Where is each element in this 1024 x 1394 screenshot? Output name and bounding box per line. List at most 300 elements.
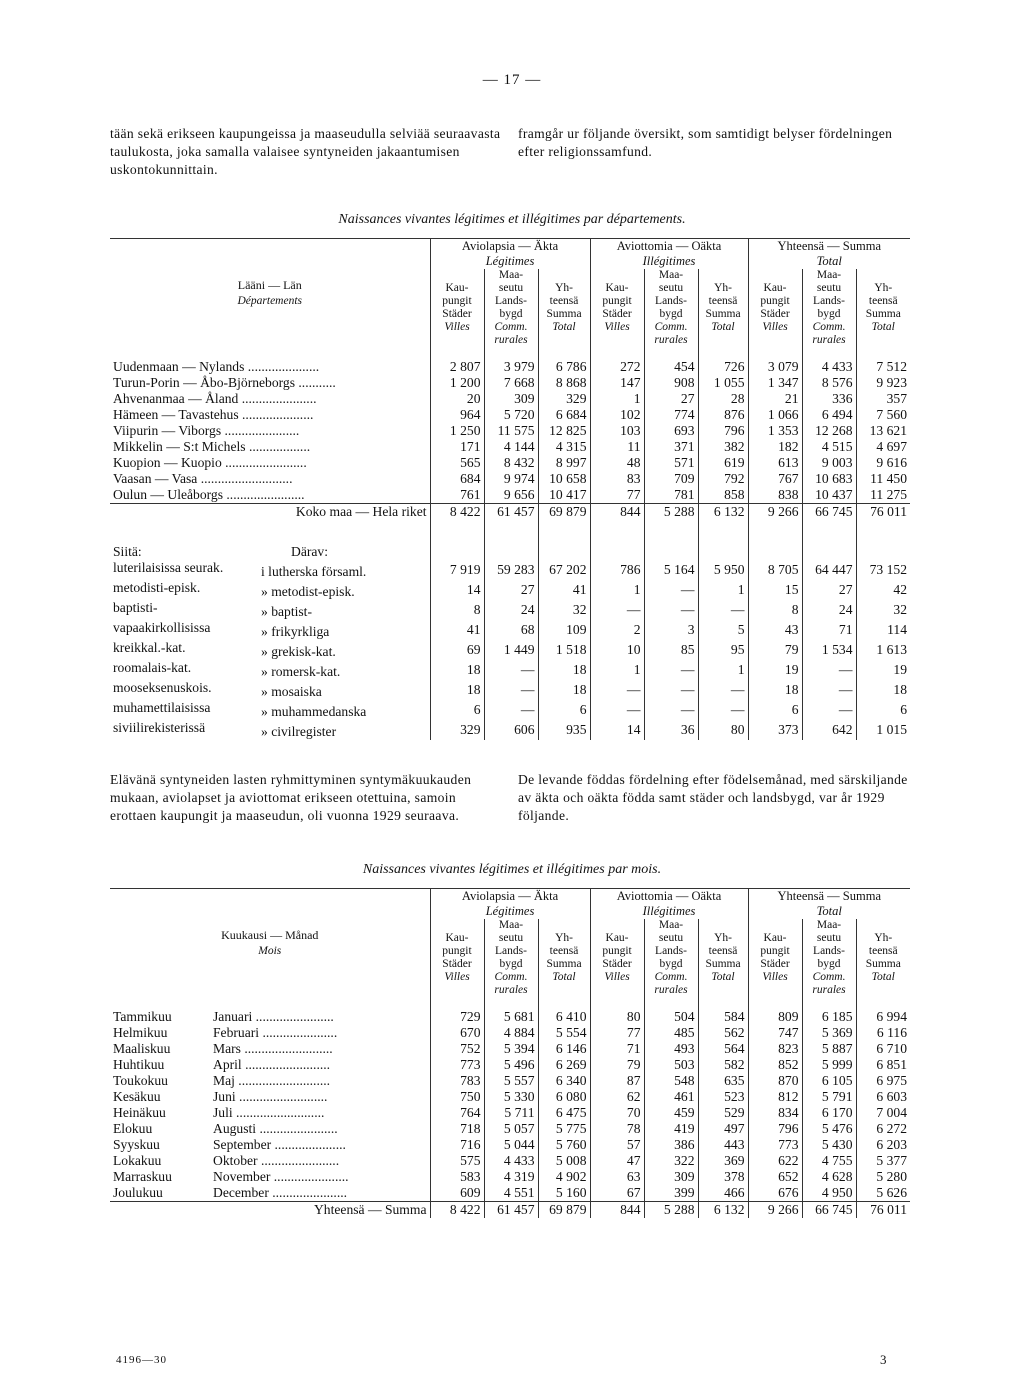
value-cell: 5 496: [484, 1057, 538, 1073]
religion-sv: » muhammedanska: [261, 704, 367, 719]
value-cell: 32: [538, 600, 590, 620]
value-cell: 63: [590, 1169, 644, 1185]
month-sv: September .....................: [213, 1137, 346, 1152]
value-cell: 19: [748, 660, 802, 680]
month-fi: Marraskuu: [113, 1169, 172, 1184]
value-cell: 6 146: [538, 1041, 590, 1057]
spacer-cell: [110, 347, 430, 359]
spacer-row: [110, 347, 910, 359]
value-cell: 18: [748, 680, 802, 700]
table-row: [110, 1169, 910, 1185]
value-cell: 5 160: [538, 1185, 590, 1202]
col-rural-header: [644, 269, 698, 347]
col-sum-header: [856, 919, 910, 997]
value-cell: 24: [484, 600, 538, 620]
header-line: Summa: [546, 958, 582, 970]
value-cell: 1: [698, 660, 748, 680]
intro2-paragraph-fi: Elävänä syntyneiden lasten ryhmittyminen syntymäkuukauden mukaan, aviolapset ja aviottomat erikseen otettuina, samoin erottaen kaupungit ja maaseudun, oli vuonna 1929 seuraava.: [110, 772, 472, 823]
of-which-sv: Därav:: [291, 544, 328, 559]
value-cell: 14: [430, 580, 484, 600]
value-cell: 6 710: [876, 1041, 908, 1056]
religion-fi: luterilaisissa seurak.: [113, 560, 224, 575]
value-cell: 8: [748, 600, 802, 620]
header-line: Summa: [705, 958, 741, 970]
value-cell: 935: [538, 720, 590, 740]
value-cell: 609: [430, 1185, 484, 1202]
value-cell: 14: [590, 720, 644, 740]
intro-paragraph-sv: framgår ur följande översikt, som samtidigt belyser fördelningen efter religionssamfund.: [518, 126, 893, 159]
col-city-header: [430, 269, 484, 347]
header-line: Kau-: [445, 932, 469, 944]
value-cell: 5 557: [484, 1073, 538, 1089]
value-cell: 10: [590, 640, 644, 660]
header-line: Villes: [444, 321, 470, 333]
value-cell: 6 269: [538, 1057, 590, 1073]
value-cell: 834: [748, 1105, 802, 1121]
spacer-cell: [110, 997, 430, 1009]
value-cell: 10 683: [802, 471, 856, 487]
header-line: bygd: [659, 958, 683, 970]
spacer-cell: [590, 997, 644, 1009]
religion-fi: vapaakirkollisissa: [113, 620, 211, 635]
value-cell: 386: [644, 1137, 698, 1153]
religion-fi: muhamettilaisissa: [113, 700, 211, 715]
value-cell: 908: [644, 375, 698, 391]
header-line: Maa-: [498, 269, 524, 281]
month-label: [110, 1041, 430, 1057]
header-line: Kau-: [763, 282, 787, 294]
spacer-cell: [856, 520, 910, 560]
spacer-cell: [430, 520, 484, 560]
spacer-cell: [644, 347, 698, 359]
value-cell: 6 975: [876, 1073, 908, 1088]
value-cell: 6 272: [876, 1121, 908, 1136]
value-cell: 10 658: [538, 471, 590, 487]
value-cell: 459: [644, 1105, 698, 1121]
header-line: Comm.: [494, 971, 528, 983]
value-cell: 796: [698, 423, 748, 439]
value-cell: 6: [430, 700, 484, 720]
spacer-cell: [590, 347, 644, 359]
religion-sv: i lutherska församl.: [261, 564, 367, 579]
value-cell: 87: [590, 1073, 644, 1089]
value-cell: 443: [698, 1137, 748, 1153]
value-cell: 6 132: [698, 1202, 748, 1219]
value-cell: 564: [698, 1041, 748, 1057]
header-line: Total: [552, 321, 576, 333]
value-cell: 6 105: [802, 1073, 856, 1089]
month-label: [110, 1137, 430, 1153]
table-row: [110, 471, 910, 487]
header-line: pungit: [442, 295, 472, 307]
value-cell: 78: [590, 1121, 644, 1137]
month-sv: Mars ..........................: [213, 1041, 333, 1056]
value-cell: 652: [748, 1169, 802, 1185]
value-cell: 171: [430, 439, 484, 455]
stub-fi: Lääni — Län: [237, 278, 302, 292]
spacer-cell: [484, 997, 538, 1009]
value-cell: 67 202: [538, 560, 590, 580]
value-cell: —: [802, 700, 856, 720]
value-cell: 6: [900, 702, 908, 717]
religion-fi: metodisti-episk.: [113, 580, 201, 595]
header-line: bygd: [817, 308, 841, 320]
header-line: Total: [711, 971, 735, 983]
value-cell: 4 628: [802, 1169, 856, 1185]
table-row: [110, 1089, 910, 1105]
value-cell: 8: [430, 600, 484, 620]
value-cell: 1 613: [876, 642, 908, 657]
department-label: Mikkelin — S:t Michels ..................: [110, 439, 430, 455]
religion-sv: » baptist-: [261, 604, 312, 619]
table-row: [110, 407, 910, 423]
header-line: pungit: [602, 945, 632, 957]
value-cell: 5 681: [484, 1009, 538, 1025]
value-cell: 571: [644, 455, 698, 471]
header-line: pungit: [442, 945, 472, 957]
value-cell: —: [590, 700, 644, 720]
month-fi: Joulukuu: [113, 1185, 163, 1200]
value-cell: 71: [802, 620, 856, 640]
header-line: rurales: [654, 334, 688, 346]
total-row: [110, 1202, 910, 1219]
value-cell: 1 066: [748, 407, 802, 423]
value-cell: —: [644, 600, 698, 620]
value-cell: 1 534: [802, 640, 856, 660]
value-cell: 182: [748, 439, 802, 455]
value-cell: 548: [644, 1073, 698, 1089]
value-cell: 18: [893, 682, 908, 697]
spacer-cell: [748, 520, 802, 560]
header-line: Comm.: [494, 321, 528, 333]
value-cell: 11 275: [870, 487, 908, 502]
month-sv: April .........................: [213, 1057, 331, 1072]
religion-sv: » frikyrkliga: [261, 624, 330, 639]
value-cell: 9 656: [484, 487, 538, 504]
value-cell: 783: [430, 1073, 484, 1089]
total-row: [110, 504, 910, 521]
month-label: [110, 1153, 430, 1169]
value-cell: 1 347: [748, 375, 802, 391]
table-row: [110, 580, 910, 600]
value-cell: 565: [430, 455, 484, 471]
table-row: [110, 600, 910, 620]
value-cell: 1 518: [538, 640, 590, 660]
header-line: rurales: [494, 334, 528, 346]
value-cell: 61 457: [484, 504, 538, 521]
value-cell: 20: [430, 391, 484, 407]
value-cell: —: [802, 680, 856, 700]
value-cell: 47: [590, 1153, 644, 1169]
value-cell: 4 755: [802, 1153, 856, 1169]
header-line: rurales: [654, 984, 688, 996]
religion-fi: roomalais-kat.: [113, 660, 192, 675]
header-line: Summa: [865, 308, 901, 320]
header-line: teensä: [549, 945, 579, 957]
month-fi: Tammikuu: [113, 1009, 172, 1024]
header-line: bygd: [499, 308, 523, 320]
header-total: Yhteensä — Summa Total: [748, 889, 910, 920]
header-line: Yh-: [555, 932, 573, 944]
header-total: Yhteensä — Summa Total: [748, 239, 910, 270]
value-cell: 7 668: [484, 375, 538, 391]
table-row: [110, 1073, 910, 1089]
header-line: Villes: [762, 321, 788, 333]
spacer-cell: [538, 997, 590, 1009]
header-line: Maa-: [658, 269, 684, 281]
header-line: rurales: [494, 984, 528, 996]
department-label: Vaasan — Vasa ...........................: [110, 471, 430, 487]
value-cell: 6 170: [802, 1105, 856, 1121]
value-cell: 8 997: [538, 455, 590, 471]
value-cell: 6 132: [698, 504, 748, 521]
month-label: [110, 1121, 430, 1137]
header-line: seutu: [498, 932, 524, 944]
value-cell: 1: [590, 660, 644, 680]
value-cell: 76 011: [856, 1202, 910, 1219]
header-line: seutu: [498, 282, 524, 294]
header-line: pungit: [760, 945, 790, 957]
value-cell: 5 887: [802, 1041, 856, 1057]
value-cell: 147: [590, 375, 644, 391]
month-sv: Juli ..........................: [213, 1105, 325, 1120]
value-cell: 336: [802, 391, 856, 407]
value-cell: 613: [748, 455, 802, 471]
value-cell: 272: [590, 359, 644, 375]
header-line: Städer: [760, 958, 790, 970]
religion-label: [110, 720, 430, 740]
table2-caption: Naissances vivantes légitimes et illégitimes par mois.: [362, 862, 662, 877]
month-sv: Januari .......................: [213, 1009, 334, 1024]
month-fi: Toukokuu: [113, 1073, 168, 1088]
value-cell: 73 152: [869, 562, 908, 577]
header-line: teensä: [708, 295, 738, 307]
header-illegitimate: Aviottomia — Oäkta Illégitimes: [590, 239, 748, 270]
value-cell: 357: [886, 391, 908, 406]
header-line: Maa-: [498, 919, 524, 931]
month-sv: Juni ..........................: [213, 1089, 328, 1104]
value-cell: 59 283: [484, 560, 538, 580]
col-city-header: [590, 269, 644, 347]
value-cell: 4 697: [876, 439, 908, 454]
spacer-cell: [484, 347, 538, 359]
table-row: [110, 1153, 910, 1169]
value-cell: 504: [644, 1009, 698, 1025]
value-cell: 18: [538, 680, 590, 700]
table-row: [110, 1105, 910, 1121]
value-cell: 95: [698, 640, 748, 660]
value-cell: —: [484, 700, 538, 720]
value-cell: 66 745: [802, 1202, 856, 1219]
header-line: seutu: [816, 932, 842, 944]
value-cell: 5 394: [484, 1041, 538, 1057]
value-cell: 466: [698, 1185, 748, 1202]
value-cell: 322: [644, 1153, 698, 1169]
header-line: Comm.: [812, 321, 846, 333]
religion-label: [110, 560, 430, 580]
value-cell: 18: [430, 660, 484, 680]
value-cell: 68: [484, 620, 538, 640]
header-line: Villes: [604, 971, 630, 983]
stub-fr: Départements: [237, 295, 302, 307]
table-row: [110, 1025, 910, 1041]
value-cell: 582: [698, 1057, 748, 1073]
religion-label: [110, 680, 430, 700]
value-cell: 503: [644, 1057, 698, 1073]
value-cell: 781: [644, 487, 698, 504]
header-line: Kau-: [763, 932, 787, 944]
value-cell: 41: [538, 580, 590, 600]
value-cell: 774: [644, 407, 698, 423]
header-line: Total: [711, 321, 735, 333]
spacer-cell: [802, 347, 856, 359]
value-cell: 4 950: [802, 1185, 856, 1202]
value-cell: 529: [698, 1105, 748, 1121]
header-legitimate: Aviolapsia — Äkta Légitimes: [430, 889, 590, 920]
spacer-cell: [590, 520, 644, 560]
value-cell: 964: [430, 407, 484, 423]
value-cell: 2: [590, 620, 644, 640]
value-cell: 8 868: [538, 375, 590, 391]
value-cell: 12 268: [802, 423, 856, 439]
value-cell: 19: [893, 662, 908, 677]
value-cell: 5 476: [802, 1121, 856, 1137]
header-line: Städer: [760, 308, 790, 320]
value-cell: 3 079: [748, 359, 802, 375]
value-cell: 792: [698, 471, 748, 487]
value-cell: 726: [698, 359, 748, 375]
value-cell: 1 055: [698, 375, 748, 391]
value-cell: 6 340: [538, 1073, 590, 1089]
header-line: Städer: [442, 958, 472, 970]
value-cell: 676: [748, 1185, 802, 1202]
value-cell: —: [484, 680, 538, 700]
value-cell: 1: [698, 580, 748, 600]
value-cell: 70: [590, 1105, 644, 1121]
value-cell: 684: [430, 471, 484, 487]
value-cell: 1: [590, 580, 644, 600]
value-cell: 6 603: [876, 1089, 908, 1104]
header-line: Kau-: [605, 282, 629, 294]
spacer-cell: [430, 997, 484, 1009]
month-label: [110, 1169, 430, 1185]
table-row: [110, 455, 910, 471]
header-line: bygd: [499, 958, 523, 970]
intro-paragraph-fi: tään sekä erikseen kaupungeissa ja maaseudulla selviää seuraavasta taulukosta, joka samalla valaisee syntyneiden jakaantumisen uskontokunnittain.: [110, 126, 501, 177]
religion-label: [110, 620, 430, 640]
value-cell: 716: [430, 1137, 484, 1153]
value-cell: 6 851: [876, 1057, 908, 1072]
department-label: Viipurin — Viborgs ......................: [110, 423, 430, 439]
header-line: Städer: [602, 308, 632, 320]
month-sv: Oktober .......................: [213, 1153, 340, 1168]
value-cell: 5 775: [538, 1121, 590, 1137]
month-fi: Huhtikuu: [113, 1057, 165, 1072]
value-cell: 5 999: [802, 1057, 856, 1073]
col-rural-header: [802, 919, 856, 997]
col-rural-header: [644, 919, 698, 997]
value-cell: 10 437: [802, 487, 856, 504]
value-cell: 9 003: [802, 455, 856, 471]
value-cell: 4 515: [802, 439, 856, 455]
page-number: — 17 —: [482, 72, 542, 88]
table1-caption: Naissances vivantes légitimes et illégitimes par départements.: [338, 212, 686, 227]
value-cell: 27: [802, 580, 856, 600]
value-cell: 21: [748, 391, 802, 407]
of-which-row: [110, 520, 910, 560]
col-rural-header: [484, 919, 538, 997]
value-cell: 309: [644, 1169, 698, 1185]
header-line: Lands-: [655, 295, 687, 307]
value-cell: 83: [590, 471, 644, 487]
value-cell: 79: [748, 640, 802, 660]
value-cell: —: [644, 700, 698, 720]
header-line: Total: [871, 971, 895, 983]
value-cell: 11 575: [484, 423, 538, 439]
header-line: teensä: [868, 945, 898, 957]
value-cell: 61 457: [484, 1202, 538, 1219]
value-cell: 57: [590, 1137, 644, 1153]
month-fi: Syyskuu: [113, 1137, 160, 1152]
spacer-cell: [484, 520, 538, 560]
value-cell: 43: [748, 620, 802, 640]
header-line: Lands-: [495, 945, 527, 957]
value-cell: 7 919: [430, 560, 484, 580]
value-cell: 5 377: [876, 1153, 908, 1168]
value-cell: 5 330: [484, 1089, 538, 1105]
value-cell: 9 923: [876, 375, 908, 390]
header-line: pungit: [760, 295, 790, 307]
value-cell: 42: [893, 582, 908, 597]
table-row: [110, 720, 910, 740]
value-cell: 309: [484, 391, 538, 407]
value-cell: 461: [644, 1089, 698, 1105]
value-cell: 6 116: [876, 1025, 908, 1040]
header-line: Lands-: [655, 945, 687, 957]
header-line: rurales: [812, 984, 846, 996]
header-line: Maa-: [658, 919, 684, 931]
col-sum-header: [538, 919, 590, 997]
month-fi: Heinäkuu: [113, 1105, 166, 1120]
value-cell: 9 616: [876, 455, 908, 470]
table1-stub-header: [110, 239, 430, 348]
value-cell: 11 450: [870, 471, 908, 486]
value-cell: —: [644, 660, 698, 680]
value-cell: 786: [590, 560, 644, 580]
value-cell: 5 280: [876, 1169, 908, 1184]
spacer-cell: [538, 347, 590, 359]
value-cell: 584: [698, 1009, 748, 1025]
value-cell: 619: [698, 455, 748, 471]
value-cell: 5 008: [538, 1153, 590, 1169]
total-label: Yhteensä — Summa: [110, 1202, 430, 1219]
value-cell: 606: [484, 720, 538, 740]
religion-fi: kreikkal.-kat.: [113, 640, 186, 655]
header-line: Kau-: [445, 282, 469, 294]
value-cell: 1 200: [430, 375, 484, 391]
month-label: [110, 1025, 430, 1041]
value-cell: 5 760: [538, 1137, 590, 1153]
value-cell: 69 879: [538, 504, 590, 521]
value-cell: 399: [644, 1185, 698, 1202]
header-line: Summa: [546, 308, 582, 320]
value-cell: 8 576: [802, 375, 856, 391]
value-cell: 858: [698, 487, 748, 504]
spacer-cell: [698, 997, 748, 1009]
value-cell: 642: [802, 720, 856, 740]
value-cell: 419: [644, 1121, 698, 1137]
value-cell: 3: [644, 620, 698, 640]
